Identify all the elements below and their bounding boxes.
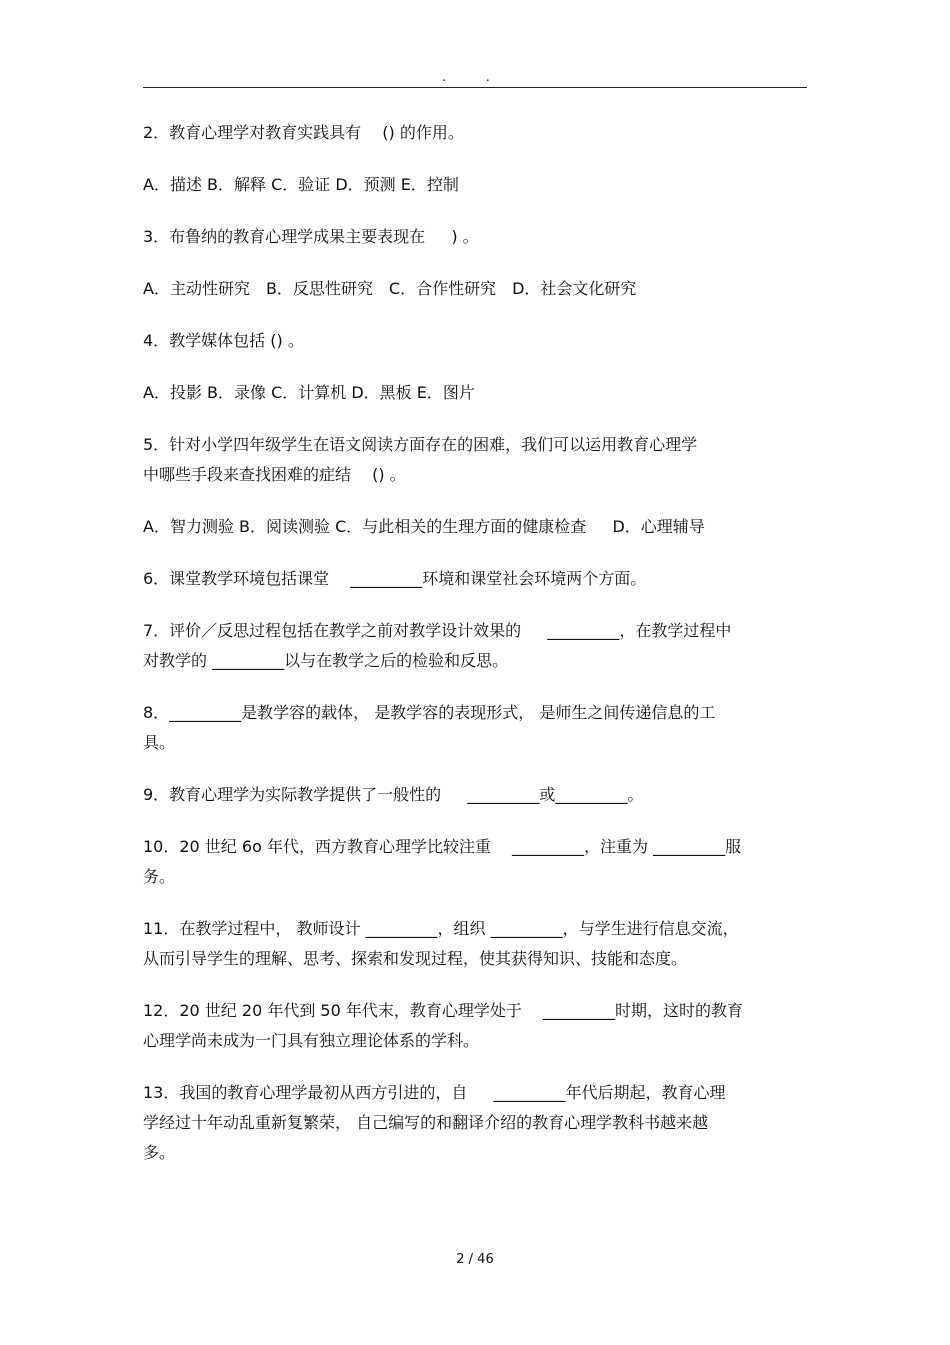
text-line: 多。 bbox=[143, 1143, 176, 1162]
page-number: 2 / 46 bbox=[456, 1252, 494, 1267]
text-line: 8．_________是教学容的载体， 是教学容的表现形式， 是师生之间传递信息的工 bbox=[143, 703, 716, 722]
answer-options bbox=[143, 170, 807, 200]
question-text bbox=[143, 326, 807, 356]
text-line: 学经过十年动乱重新复繁荣， 自己编写的和翻译介绍的教育心理学教科书越来越 bbox=[143, 1113, 709, 1132]
text-line: 9．教育心理学为实际教学提供了一般性的 _________或_________。 bbox=[143, 785, 644, 804]
text-line: 7．评价／反思过程包括在教学之前对教学设计效果的 _________，在教学过程中 bbox=[143, 621, 732, 640]
question-text bbox=[143, 1078, 807, 1168]
text-line: A．描述 B．解释 C．验证 D．预测 E．控制 bbox=[143, 175, 459, 194]
text-line: 11．在教学过程中， 教师设计 _________，组织 _________，与学生进行信息交流， bbox=[143, 919, 739, 938]
answer-options bbox=[143, 378, 807, 408]
header-rule bbox=[143, 87, 807, 88]
text-line: 心理学尚未成为一门具有独立理论体系的学科。 bbox=[143, 1031, 480, 1050]
text-line: 从而引导学生的理解、思考、探索和发现过程，使其获得知识、技能和态度。 bbox=[143, 949, 688, 968]
question-text bbox=[143, 780, 807, 810]
text-line: 12．20 世纪 20 年代到 50 年代末，教育心理学处于 _________时期，这时的教育 bbox=[143, 1001, 743, 1020]
question-text bbox=[143, 564, 807, 594]
header-dots: . . bbox=[442, 70, 508, 84]
text-line: A．智力测验 B．阅读测验 C．与此相关的生理方面的健康检查 D．心理辅导 bbox=[143, 517, 705, 536]
text-line: 2．教育心理学对教育实践具有 () 的作用。 bbox=[143, 123, 464, 142]
question-text bbox=[143, 996, 807, 1056]
document-body bbox=[143, 118, 807, 1190]
text-line: 6．课堂教学环境包括课堂 _________环境和课堂社会环境两个方面。 bbox=[143, 569, 647, 588]
text-line: 10．20 世纪 6o 年代，西方教育心理学比较注重 _________，注重为 _________服 bbox=[143, 837, 742, 856]
text-line: A．投影 B．录像 C．计算机 D．黑板 E．图片 bbox=[143, 383, 475, 402]
text-line: 务。 bbox=[143, 867, 176, 886]
question-text bbox=[143, 118, 807, 148]
text-line: 3．布鲁纳的教育心理学成果主要表现在 ) 。 bbox=[143, 227, 479, 246]
question-text bbox=[143, 430, 807, 490]
text-line: 13．我国的教育心理学最初从西方引进的，自 _________年代后期起，教育心理 bbox=[143, 1083, 726, 1102]
answer-options bbox=[143, 512, 807, 542]
question-text bbox=[143, 222, 807, 252]
question-text bbox=[143, 914, 807, 974]
answer-options bbox=[143, 274, 807, 304]
question-text bbox=[143, 698, 807, 758]
text-line: 5．针对小学四年级学生在语文阅读方面存在的困难，我们可以运用教育心理学 bbox=[143, 435, 698, 454]
text-line: A．主动性研究 B．反思性研究 C．合作性研究 D．社会文化研究 bbox=[143, 279, 637, 298]
text-line: 4．教学媒体包括 () 。 bbox=[143, 331, 304, 350]
text-line: 对教学的 _________以与在教学之后的检验和反思。 bbox=[143, 651, 509, 670]
text-line: 中哪些手段来查找困难的症结 () 。 bbox=[143, 465, 406, 484]
text-line: 具。 bbox=[143, 733, 176, 752]
question-text bbox=[143, 616, 807, 676]
question-text bbox=[143, 832, 807, 892]
